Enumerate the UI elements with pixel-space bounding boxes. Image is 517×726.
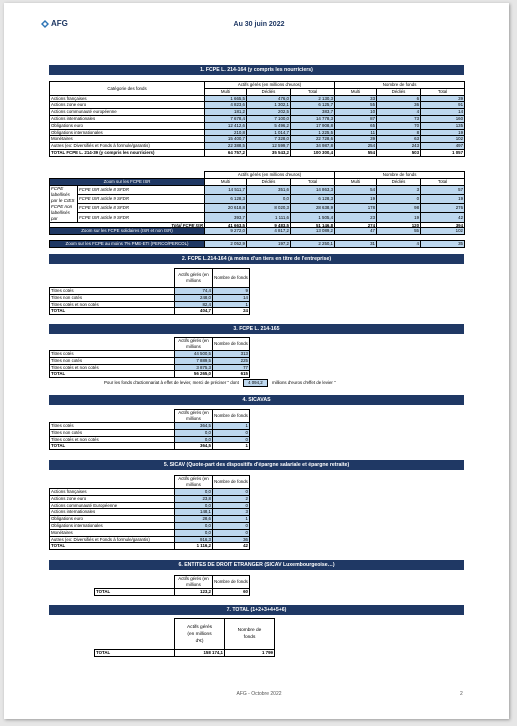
value-cell: 243	[377, 143, 421, 150]
value-cell: 15 400,7	[205, 136, 247, 143]
isr-cell: 0,0	[247, 194, 291, 203]
value-cell: 87	[335, 115, 377, 122]
total-actifs-header	[175, 619, 225, 650]
isr-total-cell: 41 663,5	[205, 222, 247, 229]
value-cell: 55	[335, 102, 377, 109]
col-multi: Multi	[335, 178, 377, 185]
isr-row-label: FCPE ISR article 8 SFDR	[78, 185, 205, 194]
total-label: TOTAL	[50, 371, 175, 378]
section-7-title: 7. TOTAL (1+2+3+4+5+6)	[49, 605, 464, 615]
value-cell: 0,0	[175, 489, 213, 496]
section-1-row	[50, 102, 465, 109]
section-6-title: 6. ENTITES DE DROIT ETRANGER (SICAV Luxembourgeoise…)	[49, 560, 464, 570]
col-total: Total	[421, 88, 465, 95]
value-cell: 14 778,3	[291, 115, 335, 122]
solidaires-cell: 13 089,2	[291, 228, 335, 235]
value-cell: 74,4	[175, 288, 213, 295]
leverage-value: 4 094,2	[243, 379, 268, 387]
value-cell: 7 328,0	[247, 136, 291, 143]
section-1-table	[49, 81, 465, 157]
total-cell: 554	[335, 149, 377, 156]
row-label: Obligations euro	[50, 122, 205, 129]
category-header: Catégorie des fonds	[50, 82, 205, 96]
value-cell: 28,6	[175, 516, 213, 523]
value-cell: 36	[213, 536, 250, 543]
side-line: FCPE labellisés	[51, 185, 70, 197]
value-cell: 14	[213, 294, 250, 301]
header-line: Nombre de	[237, 628, 262, 633]
value-cell: 225	[213, 357, 250, 364]
actifs-col-header: Actifs gérés (en millions	[175, 576, 213, 589]
row-label: Titres cotés et non cotés	[50, 301, 175, 308]
solidaires-table	[49, 227, 465, 235]
value-cell: 210,8	[205, 129, 247, 136]
header-line: Actifs gérés	[186, 624, 213, 630]
value-cell: 0	[213, 529, 250, 536]
row-label: Titres cotés	[50, 288, 175, 295]
isr-actifs-header: Actifs gérés (en millions d'euros)	[205, 172, 335, 179]
isr-row-label: FCPE ISR article 8 SFDR	[78, 204, 205, 213]
section-4-table	[49, 409, 250, 450]
row-label: Monétaires	[50, 529, 175, 536]
section-1-row	[50, 143, 465, 150]
total-cell: 56 265,0	[175, 371, 213, 378]
value-cell: 8	[377, 129, 421, 136]
row-label: Titres non cotés	[50, 357, 175, 364]
value-cell: 254	[335, 143, 377, 150]
section-3-table	[49, 337, 250, 378]
isr-zoom-table	[49, 171, 465, 229]
isr-cell: 6 128,3	[205, 194, 247, 203]
isr-side-label	[50, 185, 78, 222]
total-cell: 1 116,2	[175, 543, 213, 550]
value-cell: 6 125,7	[291, 102, 335, 109]
total-label: TOTAL	[50, 543, 175, 550]
total-cell: 64 757,2	[205, 149, 247, 156]
section-5-table	[49, 475, 250, 550]
pme-cell: 197,2	[247, 241, 291, 248]
isr-cell: 3	[377, 185, 421, 194]
value-cell: 476,0	[247, 95, 291, 102]
row-label: Actions françaises	[50, 95, 205, 102]
section-3-title: 3. FCPE L. 214-165	[49, 324, 464, 334]
value-cell: 63	[377, 136, 421, 143]
value-cell: 12 412,6	[205, 122, 247, 129]
nombre-col-header: Nombre de fonds	[213, 410, 250, 423]
isr-cell: 351,6	[247, 185, 291, 194]
section-5-row	[50, 522, 250, 529]
total-label: TOTAL	[50, 308, 175, 315]
isr-cell: 42	[421, 213, 465, 222]
value-cell: 916,3	[175, 536, 213, 543]
row-label: Titres cotés et non cotés	[50, 364, 175, 371]
isr-nombre-header: Nombre de fonds	[335, 172, 465, 179]
pme-label: Zoom sur les FCPE au moins 7% PME-ETI (PERCO/PERCOL)	[50, 241, 205, 248]
total-cell: 42	[213, 543, 250, 550]
value-cell: 0	[213, 522, 250, 529]
solidaires-cell: 102	[421, 228, 465, 235]
afg-logo-icon	[40, 19, 50, 29]
pme-cell: 31	[335, 241, 377, 248]
actifs-header: Actifs gérés (en millions d'euros)	[205, 82, 335, 89]
value-cell: 7 889,5	[175, 357, 213, 364]
header-line: d'€)	[195, 638, 204, 644]
isr-cell: 276	[421, 204, 465, 213]
value-cell: 497	[421, 143, 465, 150]
isr-row-label: FCPE ISR article 9 SFDR	[78, 194, 205, 203]
isr-cell: 1 111,6	[247, 213, 291, 222]
section-1-row	[50, 95, 465, 102]
solidaires-cell: 55	[377, 228, 421, 235]
isr-total-cell: 51 146,8	[291, 222, 335, 229]
isr-cell: 57	[421, 185, 465, 194]
total-nombre-header	[225, 619, 275, 650]
isr-cell: 178	[335, 204, 377, 213]
row-label: Obligations euro	[50, 516, 175, 523]
col-total: Total	[291, 178, 335, 185]
value-cell: 77	[213, 364, 250, 371]
isr-total-cell: 9 483,5	[247, 222, 291, 229]
value-cell: 0,0	[175, 429, 213, 436]
value-cell: 9	[213, 288, 250, 295]
section-1-row	[50, 122, 465, 129]
isr-cell: 6 128,3	[291, 194, 335, 203]
row-label: Titres non cotés	[50, 294, 175, 301]
value-cell: 1 302,1	[247, 102, 291, 109]
section-5-row	[50, 516, 250, 523]
value-cell: 22 388,5	[205, 143, 247, 150]
section-1-total-row	[50, 149, 465, 156]
section-1-row	[50, 129, 465, 136]
row-label: Actions internationales	[50, 509, 175, 516]
pme-cell: 2 250,1	[291, 241, 335, 248]
value-cell: 1 225,5	[291, 129, 335, 136]
total-cell: 364,5	[175, 443, 213, 450]
value-cell: 70	[377, 122, 421, 129]
total-cell: 123,2	[175, 589, 213, 596]
section-5-row	[50, 489, 250, 496]
section-2-title: 2. FCPE L.214-164 (à moins d'un tiers en titre de l'entreprise)	[49, 254, 464, 264]
actifs-col-header: Actifs gérés (en millions	[175, 269, 213, 288]
page-number: 2	[460, 691, 463, 697]
section-5-row	[50, 509, 250, 516]
solidaires-cell: 4 817,2	[247, 228, 291, 235]
value-cell: 39	[421, 95, 465, 102]
section-1-title: 1. FCPE L. 214-164 (y compris les nourriciers)	[49, 65, 464, 75]
footer-text: AFG - Octobre 2022	[236, 691, 282, 697]
afg-logo	[40, 19, 70, 29]
value-cell: 34 987,8	[291, 143, 335, 150]
value-cell: 102	[421, 136, 465, 143]
section-1-row	[50, 136, 465, 143]
value-cell: 148,1	[175, 509, 213, 516]
value-cell: 6	[377, 95, 421, 102]
value-cell: 3 875,3	[175, 364, 213, 371]
value-cell: 0,0	[175, 502, 213, 509]
isr-cell: 54	[335, 185, 377, 194]
isr-total-cell: 274	[335, 222, 377, 229]
section-1-row	[50, 109, 465, 116]
value-cell: 5 496,2	[247, 122, 291, 129]
row-label: Actions françaises	[50, 489, 175, 496]
value-cell: 14	[421, 109, 465, 116]
pme-table	[49, 240, 465, 248]
total-cell: 100 300,4	[291, 149, 335, 156]
value-cell: 33	[335, 95, 377, 102]
value-cell: 7 100,0	[247, 115, 291, 122]
isr-cell: 19	[421, 194, 465, 203]
row-label: Titres cotés	[50, 351, 175, 358]
section-5-row	[50, 536, 250, 543]
value-cell: 12 599,7	[247, 143, 291, 150]
side-line: labellisés par	[51, 209, 70, 221]
leverage-note	[104, 379, 484, 387]
row-label: Actions zone euro	[50, 102, 205, 109]
value-cell: 44 500,5	[175, 351, 213, 358]
total-cell: 24	[213, 308, 250, 315]
side-line: FCPE non	[51, 203, 73, 209]
value-cell: 65	[335, 122, 377, 129]
row-label: Obligations internationales	[50, 129, 205, 136]
total-cell: 60	[213, 589, 250, 596]
actifs-col-header: Actifs gérés (en millions	[175, 338, 213, 351]
total-label: TOTAL	[95, 650, 175, 657]
report-date: Au 30 juin 2022	[233, 21, 285, 28]
col-dedies: Dédiés	[377, 88, 421, 95]
isr-cell: 98	[377, 204, 421, 213]
value-cell: 23,8	[175, 495, 213, 502]
row-label: Monétaires	[50, 136, 205, 143]
value-cell: 36	[377, 102, 421, 109]
col-total: Total	[291, 88, 335, 95]
isr-cell: 19	[377, 213, 421, 222]
row-label: Actions zone euro	[50, 495, 175, 502]
value-cell: 364,5	[175, 423, 213, 430]
isr-total-label: Total FCPE ISR	[50, 222, 205, 229]
isr-cell: 19	[335, 194, 377, 203]
nombre-col-header: Nombre de fonds	[213, 576, 250, 589]
actifs-col-header: Actifs gérés (en millions	[175, 410, 213, 423]
value-cell: 248,0	[175, 294, 213, 301]
value-cell: 1	[213, 423, 250, 430]
value-cell: 2 130,3	[291, 95, 335, 102]
value-cell: 0	[213, 502, 250, 509]
isr-cell: 8 020,3	[247, 204, 291, 213]
row-label: Actions internationales	[50, 115, 205, 122]
nombre-col-header: Nombre de fonds	[213, 476, 250, 489]
value-cell: 3	[213, 509, 250, 516]
nombre-header: Nombre de fonds	[335, 82, 465, 89]
value-cell: 202,5	[247, 109, 291, 116]
col-dedies: Dédiés	[247, 88, 291, 95]
section-5-title: 5. SICAV (Quote-part des dispositifs d'épargne salariale et épargne retraite)	[49, 460, 464, 470]
value-cell: 11	[335, 129, 377, 136]
section-6-table	[94, 575, 250, 596]
total-cell: 35 543,2	[247, 149, 291, 156]
row-label: Actions communauté européenne	[50, 109, 205, 116]
row-label: Titres cotés et non cotés	[50, 436, 175, 443]
value-cell: 7 678,4	[205, 115, 247, 122]
value-cell: 0,0	[175, 436, 213, 443]
value-cell: 0,0	[175, 522, 213, 529]
value-cell: 0,0	[175, 529, 213, 536]
side-line: par le CIES	[51, 197, 75, 203]
value-cell: 91	[421, 102, 465, 109]
col-total: Total	[421, 178, 465, 185]
col-multi: Multi	[205, 178, 247, 185]
total-cell: 615	[213, 371, 250, 378]
logo-text: AFG	[51, 19, 68, 28]
isr-cell: 28 638,9	[291, 204, 335, 213]
value-cell: 4	[377, 109, 421, 116]
section-4-title: 4. SICAVAS	[49, 395, 464, 405]
value-cell: 0	[213, 436, 250, 443]
section-2-table	[49, 268, 250, 315]
isr-cell: 20 618,8	[205, 204, 247, 213]
total-cell: 404,7	[175, 308, 213, 315]
col-dedies: Dédiés	[247, 178, 291, 185]
pme-cell: 2 052,9	[205, 241, 247, 248]
total-cell: 503	[377, 149, 421, 156]
leverage-note-text: Pour les fonds d'actionnariat à effet de levier, merci de préciser " dont	[104, 380, 239, 385]
value-cell: 17 908,8	[291, 122, 335, 129]
isr-cell: 14 863,3	[291, 185, 335, 194]
value-cell: 383,7	[291, 109, 335, 116]
section-7-table	[94, 618, 275, 657]
isr-total-cell: 394	[421, 222, 465, 229]
value-cell: 1	[213, 301, 250, 308]
row-label: Titres non cotés	[50, 429, 175, 436]
section-5-row	[50, 502, 250, 509]
isr-cell: 0	[377, 194, 421, 203]
solidaires-cell: 47	[335, 228, 377, 235]
value-cell: 22 728,6	[291, 136, 335, 143]
isr-cell: 393,7	[205, 213, 247, 222]
nombre-col-header: Nombre de fonds	[213, 269, 250, 288]
header-line: fonds	[243, 635, 256, 640]
value-cell: 135	[421, 122, 465, 129]
isr-zoom-header: Zoom sur les FCPE ISR	[50, 178, 205, 185]
col-multi: Multi	[335, 88, 377, 95]
isr-row-label: FCPE ISR article 9 SFDR	[78, 213, 205, 222]
value-cell: 19	[421, 129, 465, 136]
row-label: Obligations internationales	[50, 522, 175, 529]
value-cell: 0	[213, 429, 250, 436]
pme-cell: 35	[421, 241, 465, 248]
row-label: Autres (ex: Diversifiés et Fonds à formule/garantis)	[50, 536, 175, 543]
actifs-col-header: Actifs gérés (en millions	[175, 476, 213, 489]
value-cell: 82,4	[175, 301, 213, 308]
value-cell: 73	[377, 115, 421, 122]
value-cell: 1 665,5	[205, 95, 247, 102]
value-cell: 1 014,7	[247, 129, 291, 136]
row-label: Actions communauté Européenne	[50, 502, 175, 509]
nombre-col-header: Nombre de fonds	[213, 338, 250, 351]
value-cell: 181,2	[205, 109, 247, 116]
solidaires-cell: 9 272,0	[205, 228, 247, 235]
pme-cell: 4	[377, 241, 421, 248]
row-label: Titres cotés	[50, 423, 175, 430]
total-label: TOTAL	[95, 589, 175, 596]
section-1-row	[50, 115, 465, 122]
value-cell: 4 823,6	[205, 102, 247, 109]
section-5-row	[50, 529, 250, 536]
total-cell: 1 057	[421, 149, 465, 156]
col-multi: Multi	[205, 88, 247, 95]
document-page	[4, 3, 509, 719]
isr-cell: 23	[335, 213, 377, 222]
section-5-row	[50, 495, 250, 502]
isr-total-cell: 120	[377, 222, 421, 229]
value-cell: 2	[213, 495, 250, 502]
value-cell: 1	[213, 516, 250, 523]
total-label: TOTAL FCPE L. 214-39 (y compris les nourriciers)	[50, 149, 205, 156]
col-dedies: Dédiés	[377, 178, 421, 185]
value-cell: 10	[335, 109, 377, 116]
total-cell: 1 799	[225, 650, 275, 657]
leverage-note-text: millions d'euros d'effet de levier "	[271, 380, 336, 385]
total-cell: 1	[213, 443, 250, 450]
total-label: TOTAL	[50, 443, 175, 450]
header-line: (en millions	[187, 631, 212, 637]
isr-cell: 1 505,4	[291, 213, 335, 222]
value-cell: 160	[421, 115, 465, 122]
value-cell: 0	[213, 489, 250, 496]
value-cell: 313	[213, 351, 250, 358]
solidaires-label: Zoom sur les FCPE solidaires (ISR et non ISR)	[50, 228, 205, 235]
isr-cell: 14 511,7	[205, 185, 247, 194]
value-cell: 39	[335, 136, 377, 143]
row-label: Autres (ex: Diversifiés et Fonds à formule/garantis)	[50, 143, 205, 150]
total-cell: 158 174,1	[175, 650, 225, 657]
